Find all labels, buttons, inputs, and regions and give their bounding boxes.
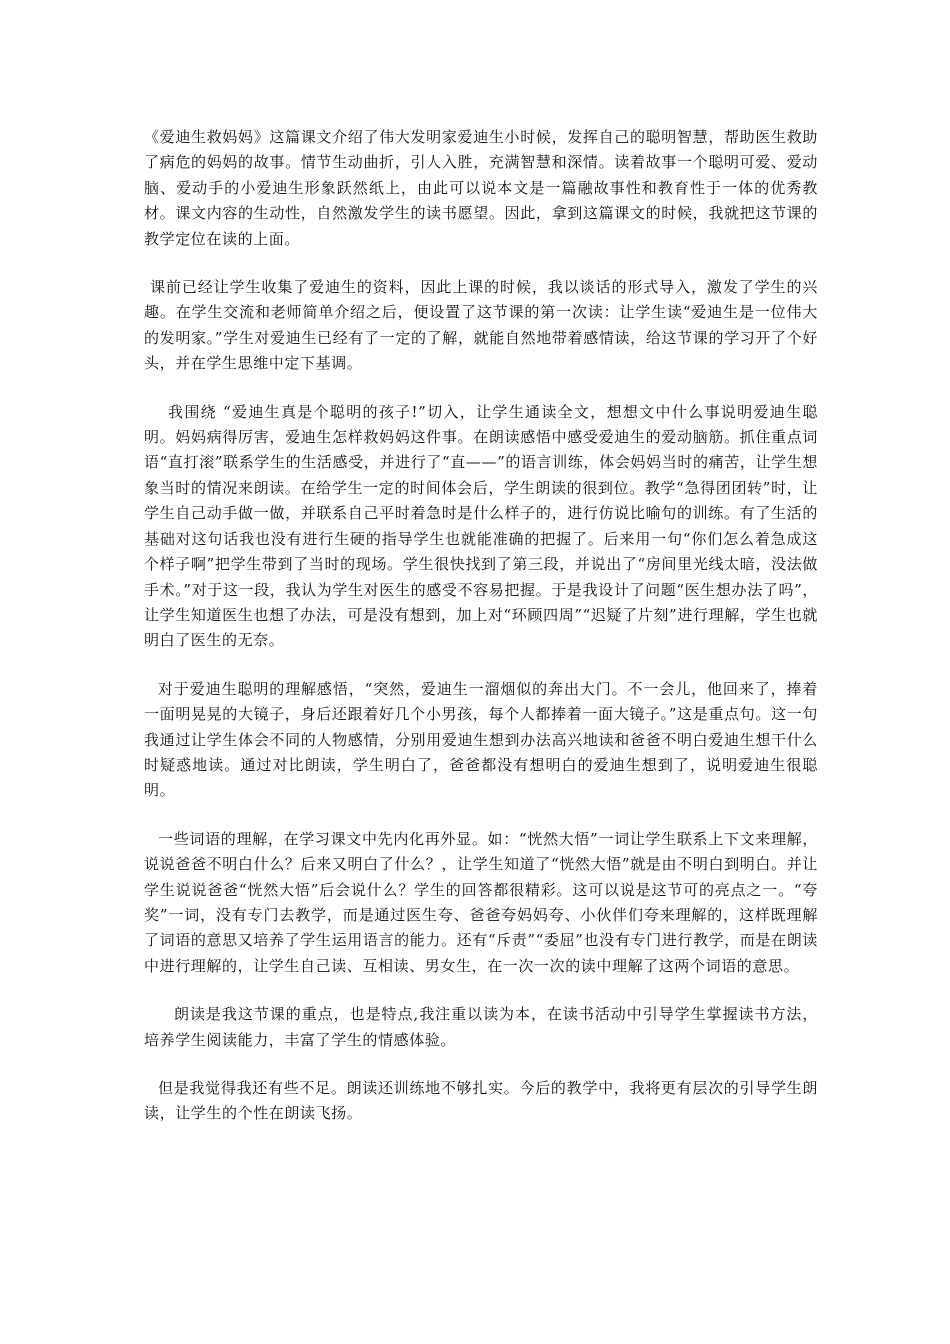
paragraph-4: 对于爱迪生聪明的理解感悟，“突然，爱迪生一溜烟似的奔出大门。不一会儿，他回来了，捧着一面明晃晃的大镜子，身后还跟着好几个小男孩，每个人都捧着一面大镜子。”这是重点句。这一句我通过让学生体会不同的人物感情，分别用爱迪生想到办法高兴地读和爸爸不明白爱迪生想干什么时疑惑地读。通过对比朗读，学生明白了，爸爸都没有想明白的爱迪生想到了，说明爱迪生很聪明。 [144, 679, 818, 800]
paragraph-3: 我围绕 “爱迪生真是个聪明的孩子!”切入，让学生通读全文，想想文中什么事说明爱迪生聪明。妈妈病得厉害，爱迪生怎样救妈妈这件事。在朗读感悟中感受爱迪生的爱动脑筋。抓住重点词语“直打滚”联系学生的生活感受，并进行了“直——”的语言训练，体会妈妈当时的痛苦，让学生想象当时的情况来朗读。在给学生一定的时间体会后，学生朗读的很到位。教学“急得团团转”时，让学生自己动手做一做，并联系自己平时着急时是什么样子的，进行仿说比喻句的训练。有了生活的基础对这句话我也没有进行生硬的指导学生也就能准确的把握了。后来用一句“你们怎么着急成这个样子啊”把学生带到了当时的现场。学生很快找到了第三段，并说出了“房间里光线太暗，没法做手术。”对于这一段，我认为学生对医生的感受不容易把握。于是我设计了问题“医生想办法了吗”，让学生知道医生也想了办法，可是没有想到，加上对“环顾四周”“迟疑了片刻”进行理解，学生也就明白了医生的无奈。 [144, 402, 818, 650]
paragraph-2: 课前已经让学生收集了爱迪生的资料，因此上课的时候，我以谈话的形式导入，激发了学生的兴趣。在学生交流和老师简单介绍之后，便设置了这节课的第一次读：让学生读“爱迪生是一位伟大的发明家。”学生对爱迪生已经有了一定的了解，就能自然地带着感情读，给这节课的学习开了个好头，并在学生思维中定下基调。 [144, 278, 818, 373]
paragraph-6: 朗读是我这节课的重点，也是特点,我注重以读为本，在读书活动中引导学生掌握读书方法，培养学生阅读能力，丰富了学生的情感体验。 [144, 1005, 818, 1049]
document-body [144, 125, 818, 1150]
paragraph-1: 《爱迪生救妈妈》这篇课文介绍了伟大发明家爱迪生小时候，发挥自己的聪明智慧，帮助医生救助了病危的妈妈的故事。情节生动曲折，引人入胜，充满智慧和深情。读着故事一个聪明可爱、爱动脑、爱动手的小爱迪生形象跃然纸上，由此可以说本文是一篇融故事性和教育性于一体的优秀教材。课文内容的生动性，自然激发学生的读书愿望。因此，拿到这篇课文的时候，我就把这节课的教学定位在读的上面。 [144, 128, 818, 248]
paragraph-7: 但是我觉得我还有些不足。朗读还训练地不够扎实。今后的教学中，我将更有层次的引导学生朗读，让学生的个性在朗读飞扬。 [144, 1079, 818, 1123]
paragraph-5: 一些词语的理解，在学习课文中先内化再外显。如：“恍然大悟”一词让学生联系上下文来理解，说说爸爸不明白什么？后来又明白了什么？，让学生知道了“恍然大悟”就是由不明白到明白。并让学生说说爸爸“恍然大悟”后会说什么？学生的回答都很精彩。这可以说是这节可的亮点之一。“夸奖”一词，没有专门去教学，而是通过医生夸、爸爸夸妈妈夸、小伙伴们夸来理解的，这样既理解了词语的意思又培养了学生运用语言的能力。还有“斥责”“委屈”也没有专门进行教学，而是在朗读中进行理解的，让学生自己读、互相读、男女生，在一次一次的读中理解了这两个词语的意思。 [144, 829, 818, 975]
